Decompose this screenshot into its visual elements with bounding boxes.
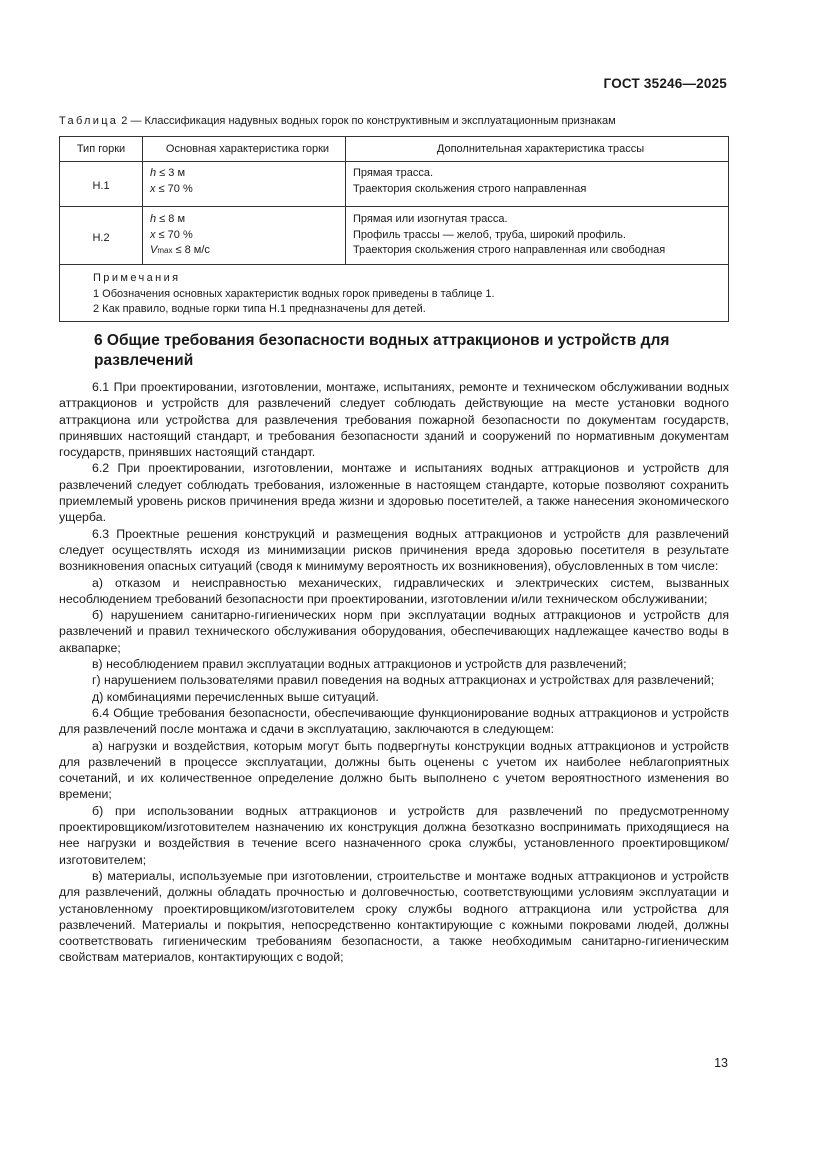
row-type-cell: Н.2 [60,207,143,265]
page-number: 13 [714,1056,728,1070]
param-symbol: x [150,182,156,195]
list-item: б) при использовании водных аттракционов и устройств для развлечений по предусмотренному проектировщиком/изготовителем назначению их конструкция должна безотказно воспринимать приходящиеся на нее нагрузки и воздействия в течение всего назначенного срока службы, установленного проектировщиком/изготовителем; [59,803,729,867]
row-main-cell [143,207,346,265]
row-type-cell: Н.1 [60,162,143,207]
list-item: г) нарушением пользователями правил поведения на водных аттракционах и устройствах для развлечений; [92,673,715,688]
classification-table [59,136,729,322]
note-item: 2 Как правило, водные горки типа Н.1 предназначены для детей. [93,303,426,315]
param-value: ≤ 70 % [155,228,193,241]
param-symbol: x [150,228,156,241]
notes-title: Примечания [93,272,181,284]
list-item: а) отказом и неисправностью механических, гидравлических и электрических систем, вызванных несоблюдением требований безопасности при проектировании, изготовлении и/или техническом обслуживании; [59,575,729,606]
param-value: ≤ 70 % [155,182,193,195]
list-item: а) нагрузки и воздействия, которым могут быть подвергнуты конструкции водных аттракционов и устройств для развлечений в процессе эксплуатации, должны быть оценены с учетом их наиболее неблагоприятных сочетаний, и их количественное определение должно быть выполнено с учетом вероятностного изменения во времени; [59,738,729,802]
list-item: д) комбинациями перечисленных выше ситуаций. [92,689,379,704]
table-caption-text: 2 — Классификация надувных водных горок по конструктивным и эксплуатационным признакам [121,115,616,127]
table-notes-row [60,265,729,322]
column-header-extra: Дополнительная характеристика трассы [346,137,729,162]
table-header-row [60,137,729,162]
extra-line: Траектория скольжения строго направленная [353,182,587,195]
section-body [59,379,729,966]
param-symbol: h [150,213,157,225]
param-value: ≤ 3 м [156,167,186,179]
extra-line: Траектория скольжения строго направленная или свободная [353,244,666,256]
note-item: 1 Обозначения основных характеристик водных горок приведены в таблице 1. [93,287,495,300]
table-caption [59,115,616,127]
param-value: ≤ 8 м [156,213,186,225]
row-main-cell [143,162,346,207]
table-row [60,162,729,207]
param-symbol: V [150,244,158,256]
param-value: ≤ 8 м/с [172,244,210,256]
extra-line: Прямая трасса. [353,167,433,179]
row-extra-cell [346,162,729,207]
table-notes [60,265,729,322]
table-row [60,207,729,265]
column-header-main: Основная характеристика горки [143,137,346,162]
list-item: б) нарушением санитарно-гигиенических норм при эксплуатации водных аттракционов и устройств для развлечений и правил технического обслуживания оборудования, обеспечивающих надлежащее качество воды в аквапарке; [59,608,729,655]
list-item: в) материалы, используемые при изготовлении, строительстве и монтаже водных аттракционов и устройств для развлечений, должны обладать прочностью и долговечностью, соответствующими условиям эксплуатации и установленному проектировщиком/изготовителем сроку службы водного аттракциона или устройства для развлечений. Материалы и покрытия, непосредственно контактирующие с кожными покровами людей, должны соответствовать гигиеническим требованиям безопасности, а также необходимым санитарно-гигиеническим свойствам материалов, контактирующих с водой; [59,868,729,965]
param-symbol: h [150,167,157,179]
paragraph: 6.4 Общие требования безопасности, обеспечивающие функционирование водных аттракционов и устройств для развлечений после монтажа и сдачи в эксплуатацию, заключаются в следующем: [59,705,729,737]
column-header-type: Тип горки [60,137,143,162]
paragraph: 6.2 При проектировании, изготовлении, монтаже и испытаниях водных аттракционов и устройств для развлечений следует соблюдать требования, изложенные в настоящем стандарте, которые позволяют сохранить приемлемый уровень рисков причинения вреда жизни и здоровью посетителей, а также нанесения экономического ущерба. [59,461,729,525]
paragraph: 6.1 При проектировании, изготовлении, монтаже, испытаниях, ремонте и техническом обслуживании водных аттракционов и устройств для развлечений следует соблюдать действующие на месте установки водного аттракциона или устройства для развлечения требования пожарной безопасности по документам государств, принявших настоящий стандарт, и требования безопасности зданий и сооружений по нормативным документам государств, принявших настоящий стандарт. [59,380,729,460]
extra-line: Профиль трассы — желоб, труба, широкий профиль. [353,228,626,241]
paragraph: 6.3 Проектные решения конструкций и размещения водных аттракционов и устройств для развлечений следует осуществлять исходя из минимизации рисков причинения вреда здоровью посетителя в результате возникновения опасных ситуаций (сводя к минимуму вероятность их возникновения), обусловленных в том числе: [59,526,729,574]
table-caption-label: Таблица [59,115,119,127]
row-extra-cell [346,207,729,265]
list-item: в) несоблюдением правил эксплуатации водных аттракционов и устройств для развлечений; [92,657,627,672]
param-subscript: max [157,246,173,255]
standard-designation: ГОСТ 35246—2025 [603,76,727,91]
section-title: 6 Общие требования безопасности водных аттракционов и устройств для развлечений [94,332,670,369]
extra-line: Прямая или изогнутая трасса. [353,213,508,225]
